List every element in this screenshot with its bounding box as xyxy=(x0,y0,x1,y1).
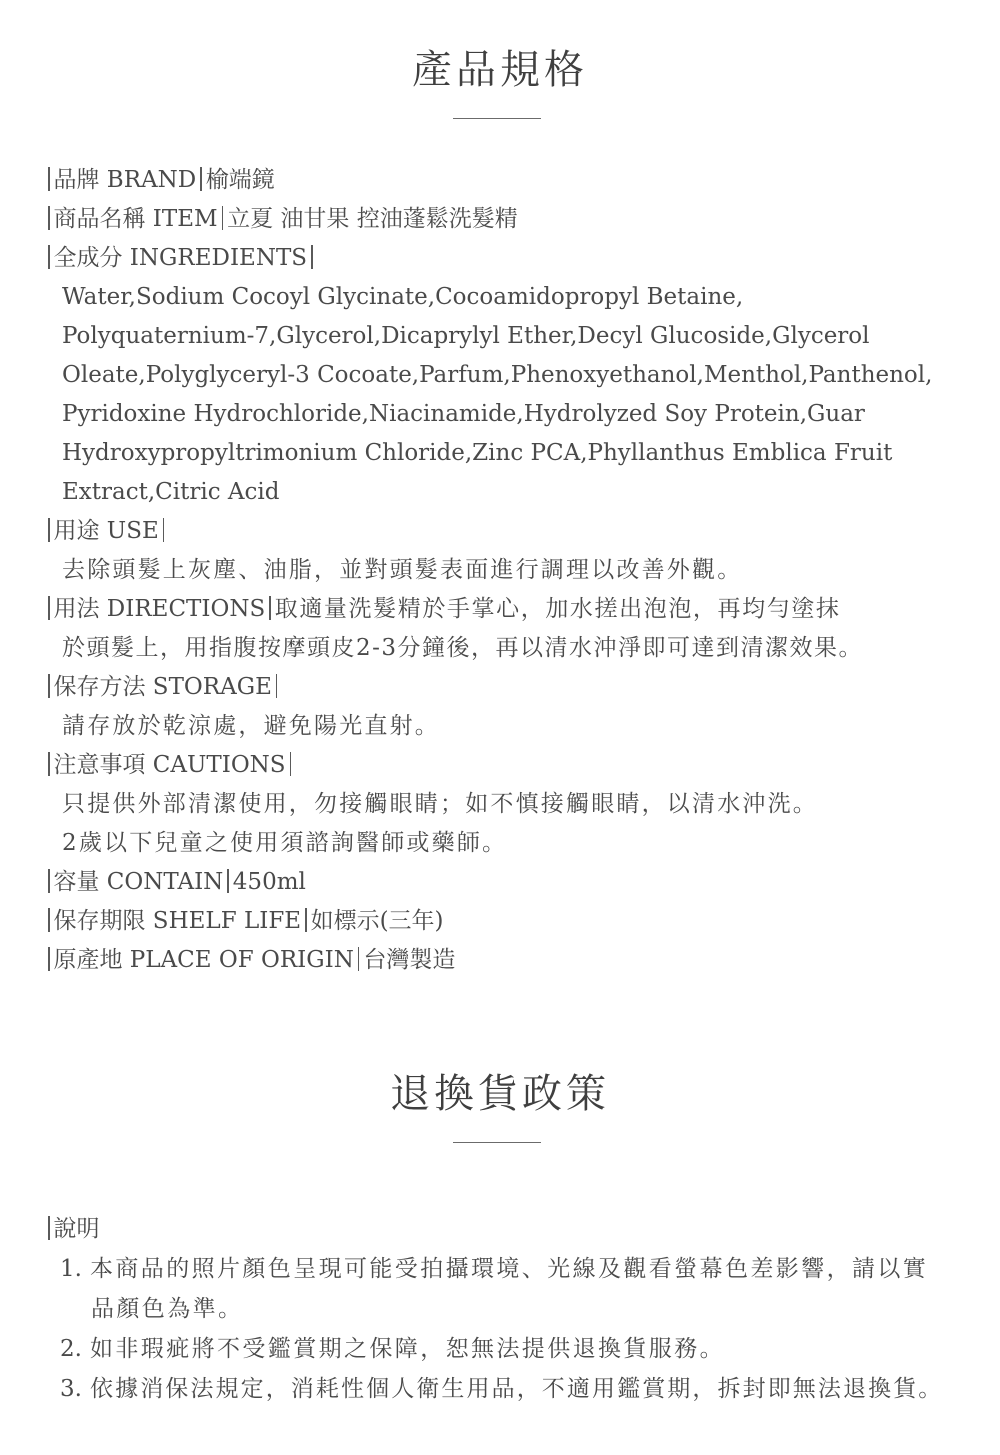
ingredients-line: Oleate,Polyglyceryl-3 Cocoate,Parfum,Phenoxyethanol,Menthol,Panthenol, xyxy=(62,362,933,388)
returns-heading-row xyxy=(44,1209,974,1249)
returns-item-text: 如非瑕疵將不受鑑賞期之保障，恕無法提供退換貨服務。 xyxy=(90,1336,725,1362)
spec-cautions-label: 注意事項 CAUTIONS xyxy=(53,752,286,778)
spec-storage-label: 保存方法 STORAGE xyxy=(53,674,272,700)
spec-shelf-life-label: 保存期限 SHELF LIFE xyxy=(53,908,302,934)
returns-item-number: 3. xyxy=(60,1376,82,1402)
spec-brand-label: 品牌 BRAND xyxy=(53,167,197,193)
spec-use-label: 用途 USE xyxy=(53,518,159,544)
returns-item-text: 本商品的照片顏色呈現可能受拍攝環境、光線及觀看螢幕色差影響，請以實 xyxy=(90,1256,929,1282)
returns-item xyxy=(44,1329,974,1369)
spec-directions-row xyxy=(44,590,964,629)
spec-title-divider xyxy=(453,118,541,119)
returns-item-text-cont: 品顏色為準。 xyxy=(91,1296,244,1322)
spec-contain-label: 容量 CONTAIN xyxy=(53,869,224,895)
ingredients-line: Pyridoxine Hydrochloride,Niacinamide,Hydrolyzed Soy Protein,Guar xyxy=(62,401,865,427)
spec-origin-row xyxy=(44,941,964,980)
spec-cautions-text2: 2歲以下兒童之使用須諮詢醫師或藥師。 xyxy=(62,830,508,856)
returns-item xyxy=(44,1369,974,1409)
returns-item-text: 依據消保法規定，消耗性個人衛生用品，不適用鑑賞期，拆封即無法退換貨。 xyxy=(90,1376,944,1402)
spec-contain-value: 450ml xyxy=(232,869,306,895)
returns-title-divider xyxy=(453,1142,541,1143)
ingredients-line: Extract,Citric Acid xyxy=(62,479,280,505)
spec-use-row xyxy=(44,512,964,551)
spec-storage-text: 請存放於乾涼處，避免陽光直射。 xyxy=(62,713,440,739)
spec-cautions-text1: 只提供外部清潔使用，勿接觸眼睛；如不慎接觸眼睛，以清水沖洗。 xyxy=(62,791,818,817)
spec-brand-value: 榆端鏡 xyxy=(205,167,275,193)
spec-item-row xyxy=(44,200,964,239)
returns-list xyxy=(44,1209,974,1409)
spec-shelf-life-value: 如標示(三年) xyxy=(310,908,444,934)
spec-list xyxy=(44,161,964,980)
spec-use-text: 去除頭髮上灰塵、油脂，並對頭髮表面進行調理以改善外觀。 xyxy=(62,557,743,583)
spec-ingredients-row xyxy=(44,239,964,278)
spec-shelf-life-row xyxy=(44,902,964,941)
spec-brand-row xyxy=(44,161,964,200)
spec-directions-text2: 於頭髮上，用指腹按摩頭皮2-3分鐘後，再以清水沖淨即可達到清潔效果。 xyxy=(62,635,864,661)
spec-origin-value: 台灣製造 xyxy=(363,947,456,973)
spec-item-value: 立夏 油甘果 控油蓬鬆洗髮精 xyxy=(227,206,518,232)
returns-title: 退換貨政策 xyxy=(390,1071,610,1117)
ingredients-line: Polyquaternium-7,Glycerol,Dicaprylyl Ether,Decyl Glucoside,Glycerol xyxy=(62,323,870,349)
ingredients-line: Water,Sodium Cocoyl Glycinate,Cocoamidopropyl Betaine, xyxy=(62,284,744,310)
spec-storage-row xyxy=(44,668,964,707)
returns-heading: 說明 xyxy=(53,1216,100,1242)
returns-item xyxy=(44,1249,974,1289)
returns-item-number: 2. xyxy=(60,1336,82,1362)
spec-contain-row xyxy=(44,863,964,902)
spec-cautions-row xyxy=(44,746,964,785)
spec-directions-text1: 取適量洗髮精於手掌心，加水搓出泡泡，再均勻塗抹 xyxy=(274,596,841,622)
spec-item-label: 商品名稱 ITEM xyxy=(53,206,218,232)
returns-item-number: 1. xyxy=(60,1256,82,1282)
ingredients-line: Hydroxypropyltrimonium Chloride,Zinc PCA,Phyllanthus Emblica Fruit xyxy=(62,440,893,466)
spec-origin-label: 原產地 PLACE OF ORIGIN xyxy=(53,947,354,973)
spec-directions-label: 用法 DIRECTIONS xyxy=(53,596,266,622)
spec-title: 產品規格 xyxy=(412,47,588,93)
spec-ingredients-label: 全成分 INGREDIENTS xyxy=(53,245,308,271)
